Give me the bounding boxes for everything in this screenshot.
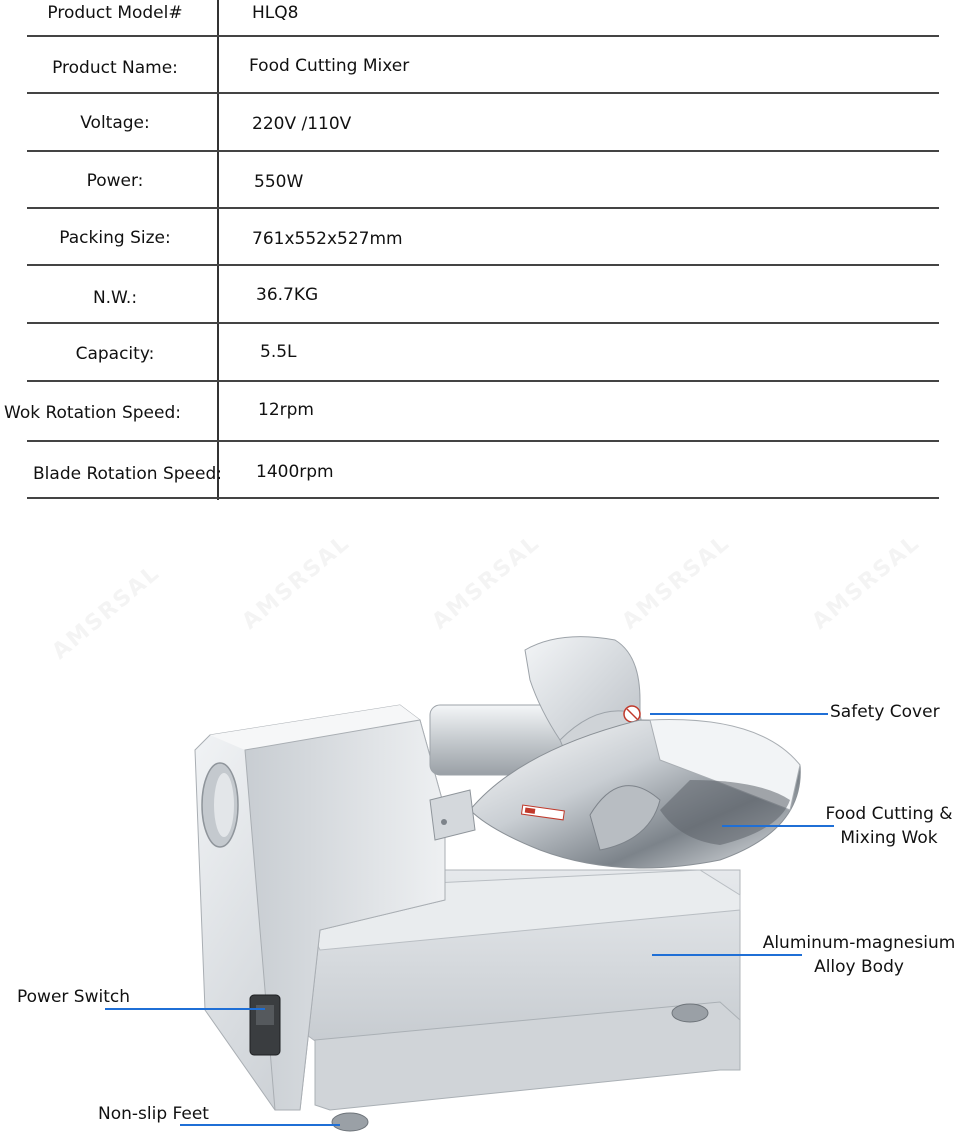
wok-label-line1: Food Cutting & [825,804,953,824]
spec-value: 220V /110V [252,114,352,134]
spec-value: 5.5L [260,342,297,362]
row-divider [27,35,939,37]
spec-label: Product Model# [47,3,183,23]
wok-label-line2: Mixing Wok [840,828,938,848]
spec-label: Product Name: [52,58,178,78]
spec-label: Wok Rotation Speed: [4,403,181,423]
spec-label: N.W.: [92,288,138,308]
body-label-line2: Alloy Body [814,957,904,977]
wok-leader [722,825,834,827]
spec-value: 1400rpm [256,462,334,482]
safety-cover-leader [650,713,828,715]
row-divider [27,497,939,499]
spec-table [0,0,960,500]
non-slip-feet-label: Non-slip Feet [98,1104,209,1124]
spec-value: HLQ8 [252,3,299,23]
spec-label: Power: [86,171,144,191]
row-divider [27,207,939,209]
row-divider [27,322,939,324]
spec-value: 550W [254,172,304,192]
row-divider [27,380,939,382]
body-label [760,931,958,979]
food-cutting-mixer-illustration [0,510,960,1137]
row-divider [27,264,939,266]
row-divider [27,92,939,94]
wok-label [820,802,958,850]
spec-label: Capacity: [75,344,155,364]
spec-value: 36.7KG [256,285,319,305]
spec-value: 12rpm [258,400,314,420]
spec-label: Packing Size: [59,228,171,248]
spec-value: Food Cutting Mixer [249,56,410,76]
power-switch-label: Power Switch [17,987,131,1007]
safety-cover-label: Safety Cover [830,702,940,722]
spec-label: Blade Rotation Speed: [33,464,222,484]
body-label-line1: Aluminum-magnesium [762,933,956,953]
spec-label: Voltage: [80,113,150,133]
row-divider [27,150,939,152]
product-figure: AMSRSAL AMSRSAL AMSRSAL AMSRSAL AMSRSAL Safety Cover Food Cutting & Mixing Wok Aluminum-magnesium Alloy Body Power Switch Non-slip Feet [0,510,960,1137]
spec-value: 761x552x527mm [252,229,403,249]
row-divider [27,440,939,442]
